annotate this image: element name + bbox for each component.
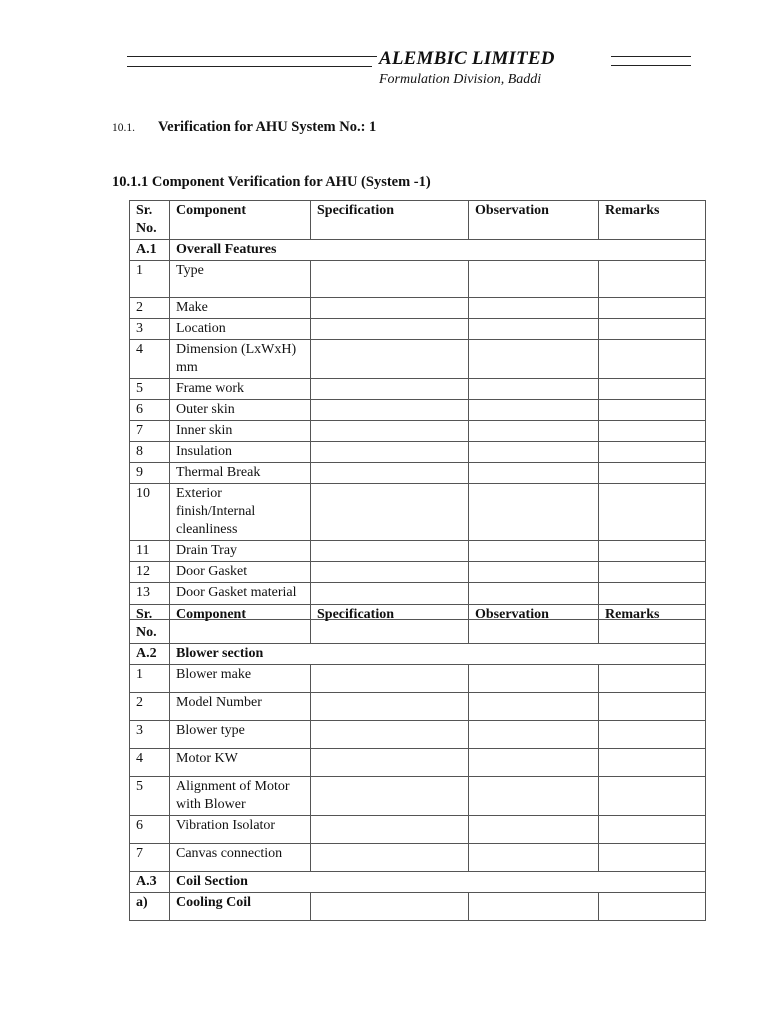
group-label: Blower section xyxy=(170,644,706,665)
table-header-row xyxy=(130,605,706,644)
row-number: 1 xyxy=(130,261,170,298)
row-number: 5 xyxy=(130,379,170,400)
row-number: 4 xyxy=(130,340,170,379)
remarks-cell[interactable] xyxy=(599,893,706,921)
observation-cell[interactable] xyxy=(469,721,599,749)
remarks-cell[interactable] xyxy=(599,379,706,400)
observation-cell[interactable] xyxy=(469,777,599,816)
specification-cell[interactable] xyxy=(311,319,469,340)
table-row xyxy=(130,442,706,463)
table-row xyxy=(130,261,706,298)
table-row xyxy=(130,721,706,749)
header-rule-left-bottom xyxy=(127,66,372,67)
table-header-row xyxy=(130,201,706,240)
group-label: Overall Features xyxy=(170,240,706,261)
group-number: A.3 xyxy=(130,872,170,893)
row-number: 3 xyxy=(130,721,170,749)
row-component: Exterior finish/Internal cleanliness xyxy=(170,484,311,541)
specification-cell[interactable] xyxy=(311,379,469,400)
specification-cell[interactable] xyxy=(311,340,469,379)
specification-cell[interactable] xyxy=(311,721,469,749)
observation-cell[interactable] xyxy=(469,541,599,562)
row-number: 11 xyxy=(130,541,170,562)
remarks-cell[interactable] xyxy=(599,749,706,777)
subgroup-label: Cooling Coil xyxy=(170,893,311,921)
table-row xyxy=(130,340,706,379)
group-row xyxy=(130,872,706,893)
component-table-overall xyxy=(129,200,706,620)
header-rule-left-top xyxy=(127,56,377,57)
specification-cell[interactable] xyxy=(311,777,469,816)
group-row xyxy=(130,644,706,665)
row-component: Drain Tray xyxy=(170,541,311,562)
table-row xyxy=(130,463,706,484)
row-component: Inner skin xyxy=(170,421,311,442)
row-component: Make xyxy=(170,298,311,319)
specification-cell[interactable] xyxy=(311,442,469,463)
observation-cell[interactable] xyxy=(469,298,599,319)
table-row xyxy=(130,562,706,583)
row-component: Location xyxy=(170,319,311,340)
table-row xyxy=(130,319,706,340)
col-header-observation: Observation xyxy=(469,201,599,240)
row-number: 9 xyxy=(130,463,170,484)
row-component: Model Number xyxy=(170,693,311,721)
table-row xyxy=(130,379,706,400)
table-row xyxy=(130,665,706,693)
row-component: Canvas connection xyxy=(170,844,311,872)
observation-cell[interactable] xyxy=(469,261,599,298)
section-title: Verification for AHU System No.: 1 xyxy=(158,119,377,135)
remarks-cell[interactable] xyxy=(599,693,706,721)
specification-cell[interactable] xyxy=(311,893,469,921)
row-number: 6 xyxy=(130,816,170,844)
remarks-cell[interactable] xyxy=(599,442,706,463)
remarks-cell[interactable] xyxy=(599,816,706,844)
observation-cell[interactable] xyxy=(469,893,599,921)
observation-cell[interactable] xyxy=(469,442,599,463)
row-number: 2 xyxy=(130,298,170,319)
component-table-blower xyxy=(129,604,706,921)
row-component: Blower type xyxy=(170,721,311,749)
specification-cell[interactable] xyxy=(311,421,469,442)
col-header-sr-no: Sr. No. xyxy=(130,201,170,240)
specification-cell[interactable] xyxy=(311,665,469,693)
remarks-cell[interactable] xyxy=(599,421,706,442)
table-row xyxy=(130,421,706,442)
row-number: 7 xyxy=(130,844,170,872)
col-header-sr-no: Sr. No. xyxy=(130,605,170,644)
remarks-cell[interactable] xyxy=(599,261,706,298)
observation-cell[interactable] xyxy=(469,693,599,721)
remarks-cell[interactable] xyxy=(599,777,706,816)
table-row xyxy=(130,749,706,777)
group-number: A.2 xyxy=(130,644,170,665)
specification-cell[interactable] xyxy=(311,816,469,844)
remarks-cell[interactable] xyxy=(599,400,706,421)
row-component: Blower make xyxy=(170,665,311,693)
row-number: 4 xyxy=(130,749,170,777)
col-header-observation: Observation xyxy=(469,605,599,644)
row-number: 8 xyxy=(130,442,170,463)
specification-cell[interactable] xyxy=(311,484,469,541)
group-row xyxy=(130,240,706,261)
section-heading-10-1-1: 10.1.1 Component Verification for AHU (System -1) xyxy=(112,174,431,190)
row-number: 7 xyxy=(130,421,170,442)
observation-cell[interactable] xyxy=(469,816,599,844)
col-header-component: Component xyxy=(170,605,311,644)
row-component: Dimension (LxWxH) mm xyxy=(170,340,311,379)
col-header-remarks: Remarks xyxy=(599,201,706,240)
observation-cell[interactable] xyxy=(469,400,599,421)
row-number: 10 xyxy=(130,484,170,541)
col-header-remarks: Remarks xyxy=(599,605,706,644)
specification-cell[interactable] xyxy=(311,261,469,298)
observation-cell[interactable] xyxy=(469,379,599,400)
observation-cell[interactable] xyxy=(469,562,599,583)
header-rule-right-bottom xyxy=(611,65,691,66)
remarks-cell[interactable] xyxy=(599,319,706,340)
section-heading-10-1 xyxy=(112,119,376,136)
observation-cell[interactable] xyxy=(469,665,599,693)
division-name: Formulation Division, Baddi xyxy=(379,72,542,87)
remarks-cell[interactable] xyxy=(599,665,706,693)
col-header-specification: Specification xyxy=(311,605,469,644)
row-component: Door Gasket xyxy=(170,562,311,583)
row-component: Type xyxy=(170,261,311,298)
subgroup-number: a) xyxy=(130,893,170,921)
row-component: Alignment of Motor with Blower xyxy=(170,777,311,816)
remarks-cell[interactable] xyxy=(599,844,706,872)
specification-cell[interactable] xyxy=(311,463,469,484)
observation-cell[interactable] xyxy=(469,340,599,379)
row-component: Insulation xyxy=(170,442,311,463)
table-row xyxy=(130,844,706,872)
section-number: 10.1. xyxy=(112,122,135,134)
row-number: 13 xyxy=(130,583,170,620)
specification-cell[interactable] xyxy=(311,298,469,319)
remarks-cell[interactable] xyxy=(599,484,706,541)
specification-cell[interactable] xyxy=(311,749,469,777)
col-header-specification: Specification xyxy=(311,201,469,240)
specification-cell[interactable] xyxy=(311,844,469,872)
row-number: 12 xyxy=(130,562,170,583)
row-number: 2 xyxy=(130,693,170,721)
remarks-cell[interactable] xyxy=(599,463,706,484)
observation-cell[interactable] xyxy=(469,319,599,340)
observation-cell[interactable] xyxy=(469,844,599,872)
col-header-component: Component xyxy=(170,201,311,240)
table-row xyxy=(130,816,706,844)
remarks-cell[interactable] xyxy=(599,541,706,562)
observation-cell[interactable] xyxy=(469,484,599,541)
row-component: Outer skin xyxy=(170,400,311,421)
row-component: Frame work xyxy=(170,379,311,400)
row-component: Thermal Break xyxy=(170,463,311,484)
table-row xyxy=(130,541,706,562)
table-row xyxy=(130,484,706,541)
specification-cell[interactable] xyxy=(311,562,469,583)
specification-cell[interactable] xyxy=(311,693,469,721)
specification-cell[interactable] xyxy=(311,400,469,421)
row-component: Door Gasket material xyxy=(170,583,311,620)
table-row xyxy=(130,693,706,721)
group-number: A.1 xyxy=(130,240,170,261)
row-number: 5 xyxy=(130,777,170,816)
observation-cell[interactable] xyxy=(469,421,599,442)
table-row xyxy=(130,400,706,421)
row-number: 3 xyxy=(130,319,170,340)
specification-cell[interactable] xyxy=(311,541,469,562)
remarks-cell[interactable] xyxy=(599,340,706,379)
remarks-cell[interactable] xyxy=(599,562,706,583)
observation-cell[interactable] xyxy=(469,463,599,484)
remarks-cell[interactable] xyxy=(599,721,706,749)
row-number: 6 xyxy=(130,400,170,421)
row-number: 1 xyxy=(130,665,170,693)
header-rule-right-top xyxy=(611,56,691,57)
company-name: ALEMBIC LIMITED xyxy=(379,48,555,69)
group-label: Coil Section xyxy=(170,872,706,893)
remarks-cell[interactable] xyxy=(599,298,706,319)
row-component: Motor KW xyxy=(170,749,311,777)
table-row xyxy=(130,777,706,816)
table-row xyxy=(130,298,706,319)
subgroup-row xyxy=(130,893,706,921)
observation-cell[interactable] xyxy=(469,749,599,777)
row-component: Vibration Isolator xyxy=(170,816,311,844)
